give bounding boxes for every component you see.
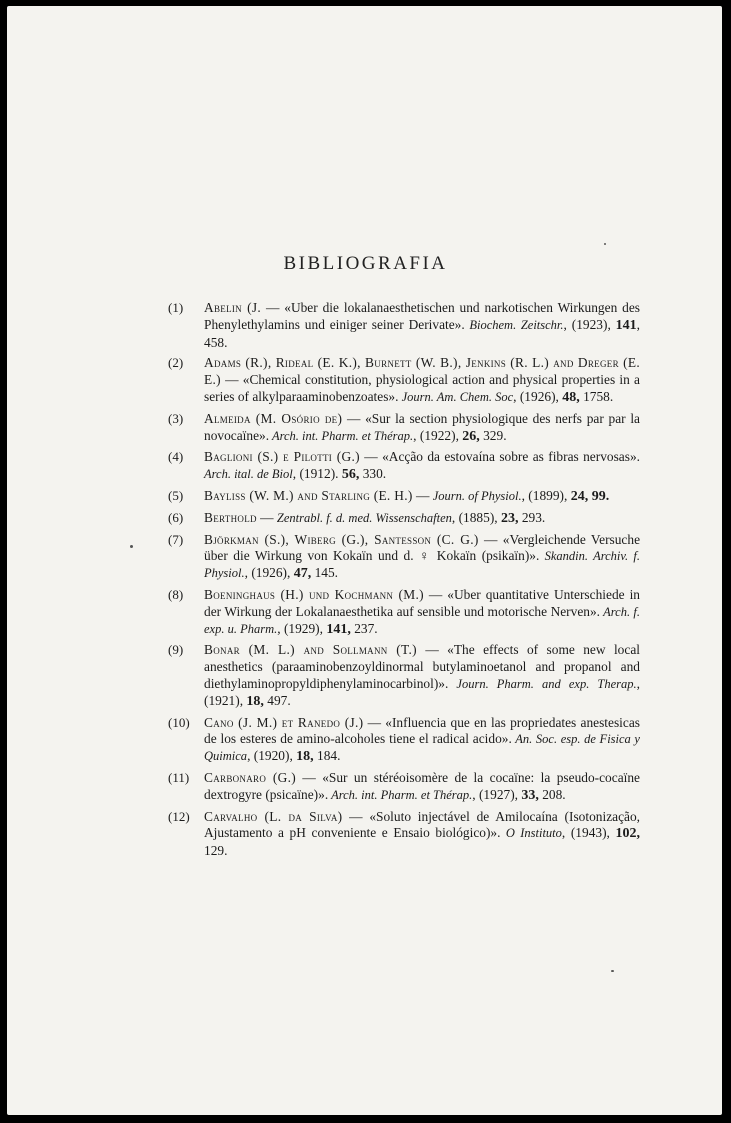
reference-pages: 1758. [579, 388, 614, 404]
reference-entry [170, 642, 640, 710]
reference-volume: 24, 99. [570, 488, 610, 504]
reference-entry [170, 587, 640, 638]
reference-separator: — [342, 808, 370, 824]
reference-number: (1) [168, 300, 184, 315]
reference-title: «Sur un stéréoisomère de la cocaïne: la pseudo-cocaïne dextrogyre (psicaïne)». [204, 769, 641, 802]
reference-entry [170, 488, 640, 506]
reference-journal: Arch. ital. de Biol [204, 467, 293, 482]
dust-speck [611, 970, 614, 972]
reference-separator: — [416, 642, 448, 658]
reference-entry [170, 300, 640, 351]
reference-number: (4) [168, 449, 184, 465]
reference-authors: Almeida (M. Osório de) [204, 410, 343, 426]
reference-journal: Journ. of Physiol. [432, 488, 522, 503]
reference-pages: 129. [204, 843, 228, 859]
reference-entry [170, 510, 640, 528]
reference-volume: 18, [296, 749, 314, 765]
reference-entry [170, 715, 640, 766]
reference-title: «Soluto injectável de Amilocaína (Isotonização, Ajustamento a pH conveniente e Ensaio biológico)». [204, 808, 641, 841]
reference-entry [170, 411, 640, 446]
reference-number: (7) [168, 531, 184, 547]
reference-separator: — [261, 300, 285, 315]
reference-authors: Abelin (J. [204, 300, 262, 315]
reference-separator: — [256, 509, 277, 525]
reference-year: , (1885), [451, 509, 501, 525]
reference-authors: Bayliss (W. M.) and Starling (E. H.) [204, 487, 413, 503]
reference-separator: — [478, 531, 503, 547]
reference-journal: Arch. int. Pharm. et Thérap. [269, 428, 414, 443]
reference-authors: Carvalho (L. da Silva) [204, 808, 343, 824]
reference-number: (10) [168, 714, 190, 730]
reference-number: (9) [168, 642, 184, 658]
reference-entry [170, 809, 640, 860]
reference-authors: Bonar (M. L.) and Sollmann (T.) [204, 642, 417, 658]
reference-year: , (1920), [247, 748, 297, 764]
reference-number: (12) [168, 808, 190, 824]
reference-volume: 18, [246, 693, 264, 709]
reference-journal: Journ. Pharm. and exp. Therap. [448, 676, 637, 691]
reference-volume: 56, [341, 467, 360, 483]
reference-volume: 33, [521, 787, 539, 803]
reference-separator: — [220, 372, 243, 388]
reference-entry [170, 449, 640, 484]
reference-year: , (1912). [292, 466, 342, 482]
reference-number: (2) [168, 355, 184, 371]
reference-year: , (1929), [277, 620, 327, 636]
reference-authors: Baglioni (S.) e Pilotti (G.) [204, 449, 360, 465]
reference-pages: 145. [311, 565, 338, 581]
reference-year: , (1926), [513, 388, 563, 404]
reference-authors: Adams (R.), Rideal (E. K.), Burnett (W. B.), Jenkins (R. L.) and Dreger (E. E.) [204, 355, 640, 388]
reference-volume: 47, [293, 566, 312, 582]
reference-journal: Arch. int. Pharm. et Thérap. [328, 787, 473, 802]
reference-journal: O Instituto [500, 826, 562, 841]
dust-speck [604, 243, 606, 245]
reference-authors: Berthold [204, 509, 257, 525]
reference-title: «Sur la section physiologique des nerfs par par la novocaïne». [204, 410, 640, 443]
reference-title: «Acção da estovaína sobre as fibras nervosas». [382, 449, 640, 465]
reference-year: , (1943), [561, 825, 616, 841]
reference-journal: Arch. f. exp. u. Pharm. [204, 604, 640, 636]
reference-separator: — [296, 769, 323, 785]
reference-volume: 141 [615, 317, 637, 333]
reference-number: (6) [168, 509, 184, 525]
dust-speck [130, 545, 133, 548]
reference-number: (8) [168, 586, 184, 602]
reference-authors: Carbonaro (G.) [204, 769, 296, 785]
reference-volume: 26, [462, 428, 480, 444]
reference-pages: , 458. [204, 316, 640, 350]
reference-pages: 293. [518, 509, 546, 525]
reference-title: «The effects of some new local anesthetics (paraaminobenzoyldinormal butylaminoetanol and propanol and diethylaminopropyldiphenylaminocarbinol)». [204, 642, 640, 691]
reference-volume: 23, [500, 510, 519, 526]
reference-volume: 102, [615, 826, 640, 842]
reference-title: «Chemical constitution, physiological action and physical properties in a series of alkylparaaminobenzoates». [204, 372, 640, 404]
reference-list [170, 300, 640, 864]
reference-entry [170, 770, 640, 805]
reference-authors: Cano (J. M.) et Ranedo (J.) [204, 714, 364, 730]
reference-pages: 497. [263, 692, 291, 708]
reference-number: (3) [168, 410, 184, 426]
reference-pages: 330. [359, 466, 387, 482]
reference-pages: 184. [313, 748, 341, 764]
reference-year: , (1921), [204, 675, 640, 708]
reference-entry [170, 532, 640, 583]
reference-journal: An. Soc. esp. de Fisica y Quimica [204, 732, 640, 764]
reference-volume: 48, [562, 389, 580, 405]
reference-number: (11) [168, 769, 190, 785]
reference-pages: 208. [538, 786, 566, 802]
reference-year: , (1923), [563, 316, 616, 332]
reference-journal: Zentrabl. f. d. med. Wissenschaften [276, 510, 452, 525]
reference-separator: — [363, 714, 386, 730]
reference-authors: Björkman (S.), Wiberg (G.), Santesson (C. G.) [204, 531, 479, 547]
reference-year: , (1926), [244, 565, 294, 581]
reference-title: «Uber die lokalanaesthetischen und narkotischen Wirkungen des Phenylethylamins und einiger seiner Derivate». [204, 300, 641, 332]
reference-separator: — [359, 449, 383, 465]
reference-number: (5) [168, 487, 184, 503]
reference-title: «Vergleichende Versuche über die Wirkung von Kokaïn und d. ♀ Kokaïn (psikaïn)». [204, 531, 641, 564]
reference-journal: Journ. Am. Chem. Soc [398, 389, 514, 404]
reference-journal: Skandin. Archiv. f. Physiol. [204, 549, 641, 581]
reference-entry [170, 355, 640, 406]
reference-pages: 237. [350, 620, 378, 636]
reference-year: , (1927), [472, 786, 522, 802]
reference-title: «Influencia que en las propriedates anestesicas de los esteres de amino-alcoholes tiene el radical acido». [204, 714, 640, 747]
page-title: BIBLIOGRAFIA [283, 253, 448, 274]
reference-separator: — [342, 410, 366, 426]
reference-separator: — [423, 586, 448, 602]
reference-journal: Biochem. Zeitschr. [464, 317, 564, 332]
reference-year: , (1922), [413, 427, 463, 443]
reference-title: «Uber quantitative Unterschiede in der Wirkung der Lokalanaesthetika auf sensible und motorische Nerven». [204, 586, 640, 619]
reference-year: , (1899), [521, 487, 571, 503]
reference-authors: Boeninghaus (H.) und Kochmann (M.) [204, 586, 424, 602]
reference-separator: — [412, 487, 433, 503]
reference-pages: 329. [479, 427, 507, 443]
reference-volume: 141, [326, 621, 351, 637]
